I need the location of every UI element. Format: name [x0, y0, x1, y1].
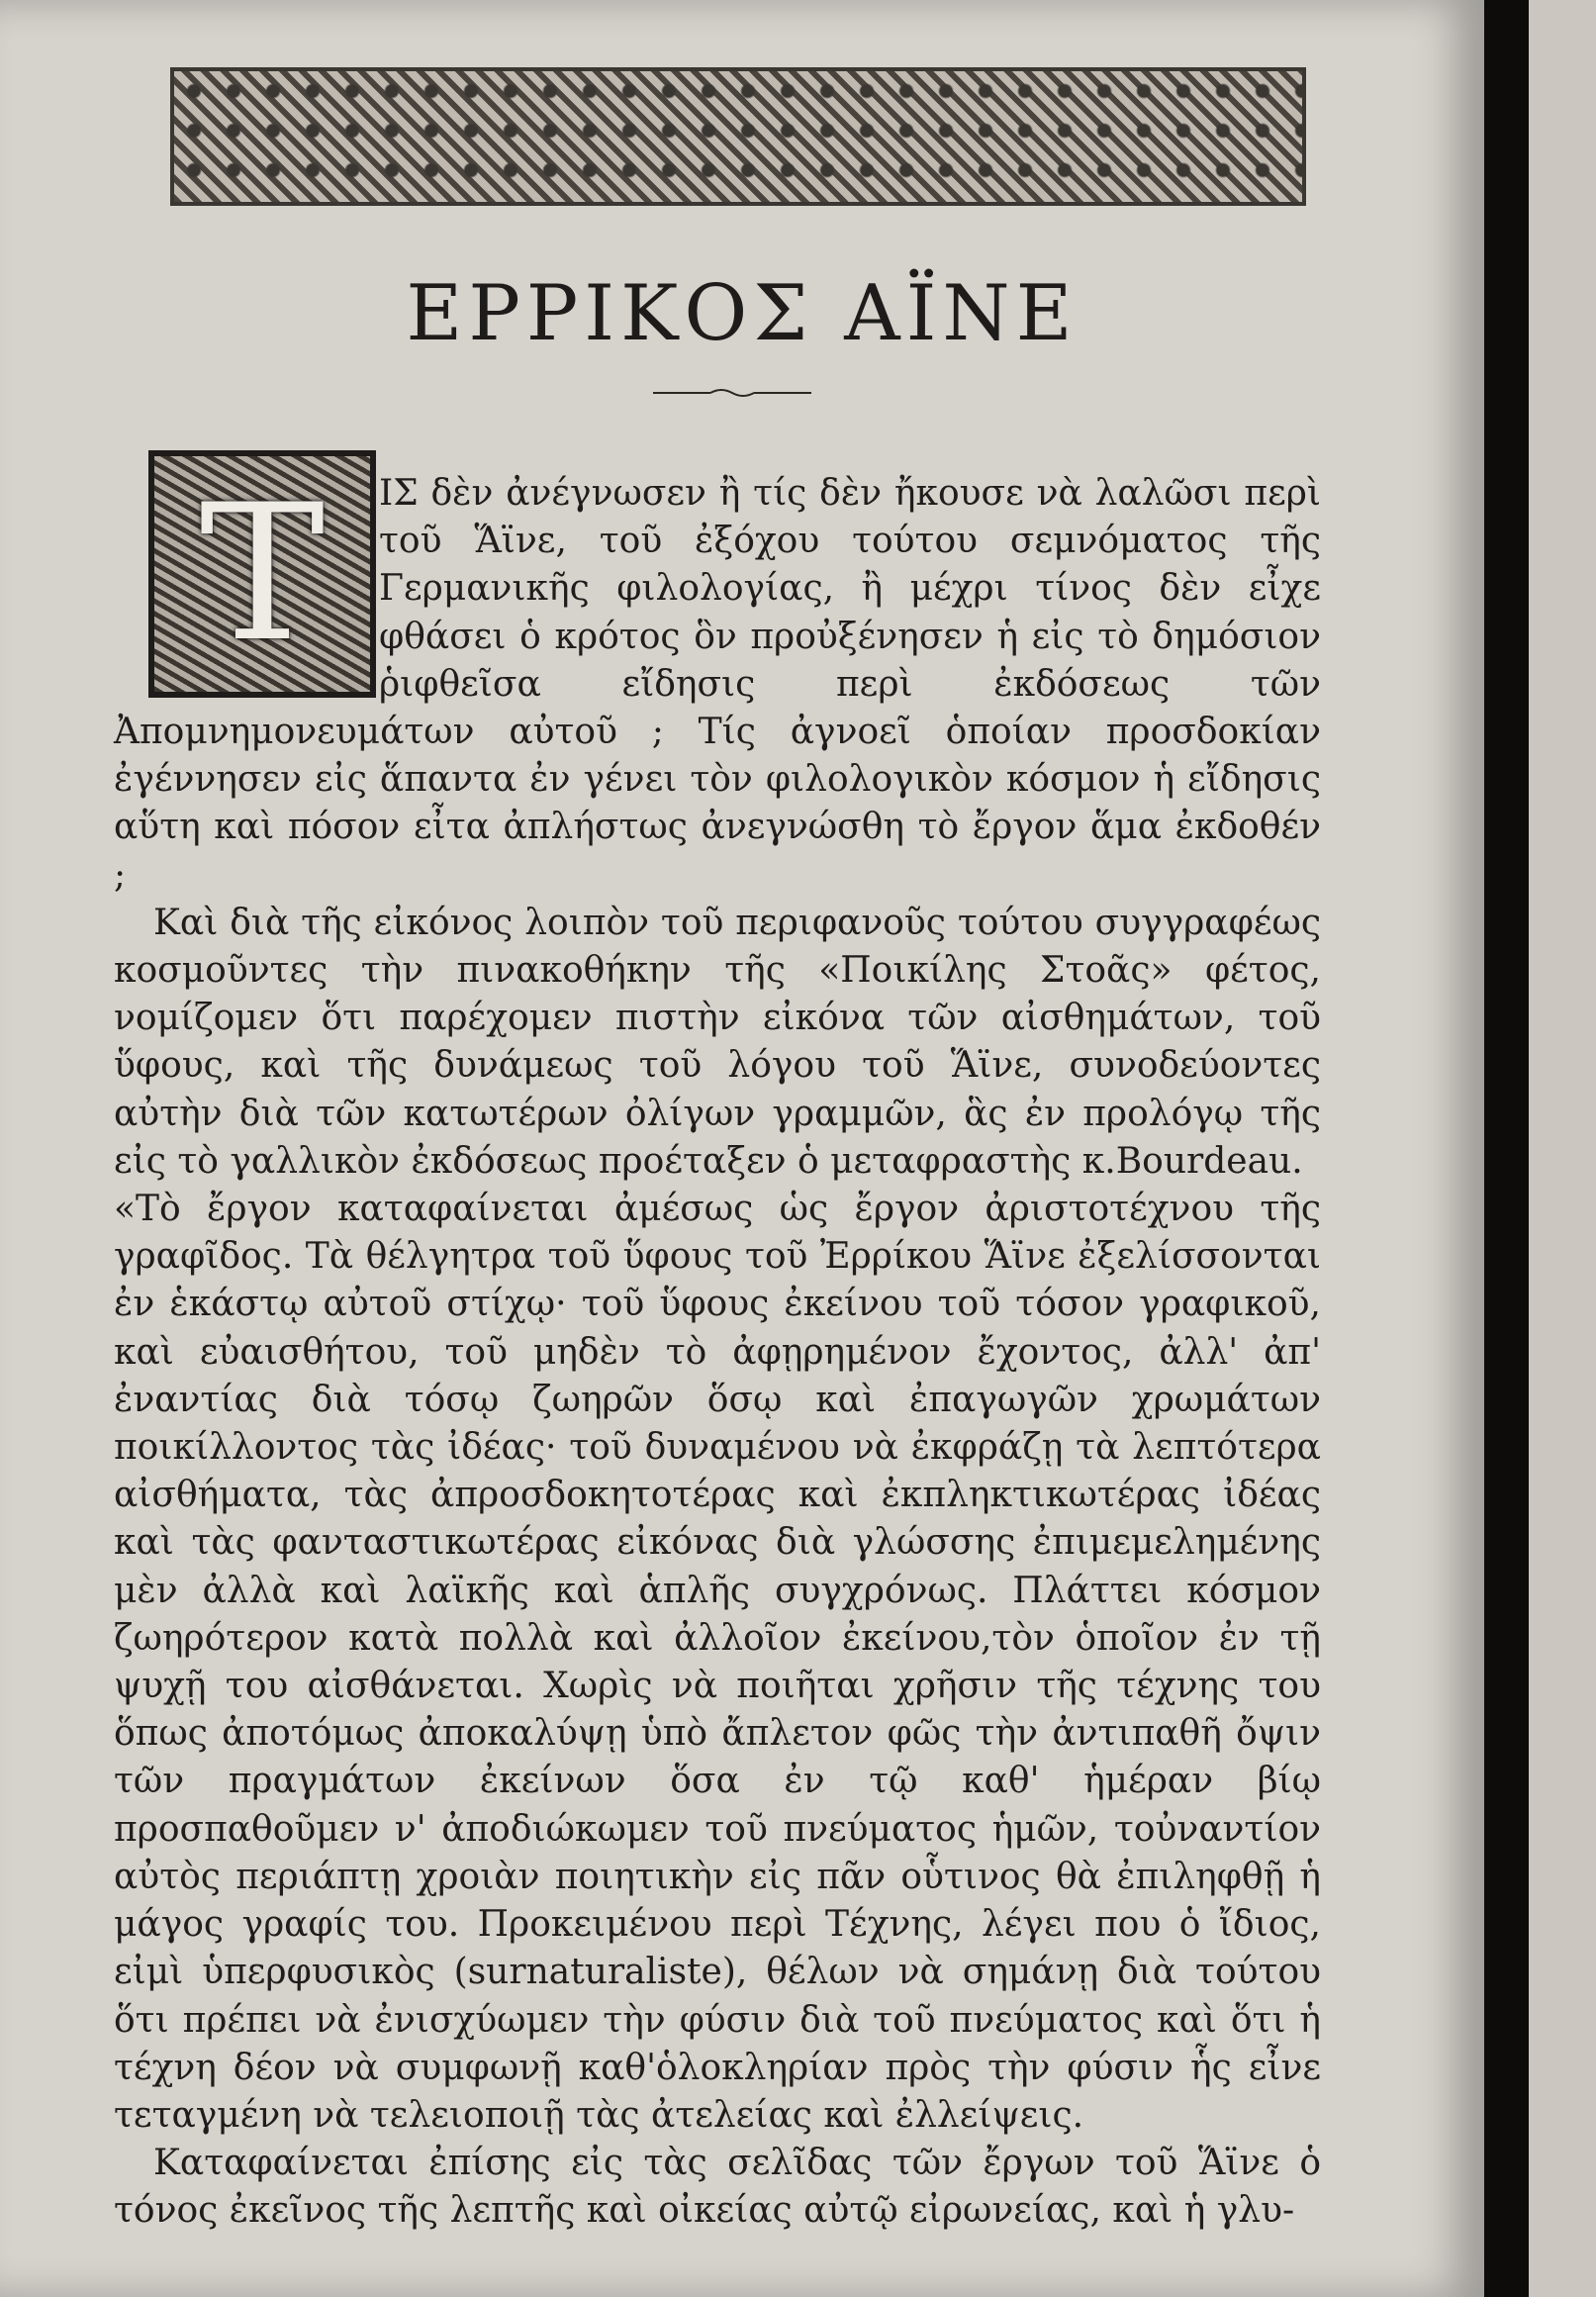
paragraph: ΙΣ δὲν ἀνέγνωσεν ἢ τίς δὲν ἤκουσε νὰ λαλῶσι περὶ τοῦ Ἅϊνε, τοῦ ἐξόχου τούτου σεμνόματος τῆς Γερμανικῆς φιλολογίας, ἢ μέχρι τίνος δὲν εἶχε φθάσει ὁ κρότος ὃν προὐξένησεν ἡ εἰς τὸ δημόσιον ῥιφθεῖσα εἴδησις περὶ ἐκδόσεως τῶν Ἀπομνημονευμάτων αὐτοῦ ; Τίς ἀγνοεῖ ὁποίαν προσδοκίαν ἐγέννησεν εἰς ἅπαντα ἐν γένει τὸν φιλολογικὸν κόσμον ἡ εἴδησις αὕτη καὶ πόσον εἶτα ἀπλήστως ἀνεγνώσθη τὸ ἔργον ἅμα ἐκδοθέν ; — [114, 473, 1321, 896]
page-title: ΕΡΡΙΚΟΣ ΑΪΝΕ — [406, 269, 1079, 358]
ornamental-header-band — [170, 67, 1306, 206]
paragraph: Καὶ διὰ τῆς εἰκόνος λοιπὸν τοῦ περιφανοῦς τούτου συγγραφέως κοσμοῦντες τὴν πινακοθήκην τῆς «Ποικίλης Στοᾶς» φέτος, νομίζομεν ὅτι παρέχομεν πιστὴν εἰκόνα τῶν αἰσθημάτων, τοῦ ὕφους, καὶ τῆς δυνάμεως τοῦ λόγου τοῦ Ἅϊνε, συνοδεύοντες αὐτὴν διὰ τῶν κατωτέρων ὀλίγων γραμμῶν, ἃς ἐν προλόγῳ τῆς εἰς τὸ γαλλικὸν ἐκδόσεως προέταξεν ὁ μεταφραστὴς κ.Bourdeau. — [114, 902, 1321, 1182]
drop-cap-letter: Τ — [199, 464, 326, 683]
paragraph: Καταφαίνεται ἐπίσης εἰς τὰς σελῖδας τῶν ἔργων τοῦ Ἅϊνε ὁ τόνος ἐκεῖνος τῆς λεπτῆς καὶ οἰκείας αὐτῷ εἰρωνείας, καὶ ἡ γλυ- — [114, 2143, 1321, 2232]
paragraph: «Τὸ ἔργον καταφαίνεται ἀμέσως ὡς ἔργον ἀριστοτέχνου τῆς γραφῖδος. Τὰ θέλγητρα τοῦ ὕφους τοῦ Ἐρρίκου Ἅϊνε ἐξελίσσονται ἐν ἑκάστῳ αὐτοῦ στίχῳ· τοῦ ὕφους ἐκείνου τοῦ τόσον γραφικοῦ, καὶ εὐαισθήτου, τοῦ μηδὲν τὸ ἀφῃρημένον ἔχοντος, ἀλλ' ἀπ' ἐναντίας διὰ τόσῳ ζωηρῶν ὅσῳ καὶ ἐπαγωγῶν χρωμάτων ποικίλλοντος τὰς ἰδέας· τοῦ δυναμένου νὰ ἐκφράζῃ τὰ λεπτότερα αἰσθήματα, τὰς ἀπροσδοκητοτέρας καὶ ἐκπληκτικωτέρας ἰδέας καὶ τὰς φανταστικωτέρας εἰκόνας διὰ γλώσσης ἐπιμεμελημένης μὲν ἀλλὰ καὶ λαϊκῆς καὶ ἁπλῆς συγχρόνως. Πλάττει κόσμον ζωηρότερον κατὰ πολλὰ καὶ ἀλλοῖον ἐκείνου,τὸν ὁποῖον ἐν τῇ ψυχῇ του αἰσθάνεται. Χωρὶς νὰ ποιῆται χρῆσιν τῆς τέχνης του ὅπως ἀποτόμως ἀποκαλύψῃ ὑπὸ ἄπλετον φῶς τὴν ἀντιπαθῆ ὄψιν τῶν πραγμάτων ἐκείνων ὅσα ἐν τῷ καθ' ἡμέραν βίῳ προσπαθοῦμεν ν' ἀποδιώκωμεν τοῦ πνεύματος ἡμῶν, τοὐναντίον αὐτὸς περιάπτῃ χροιὰν ποιητικὴν εἰς πᾶν οὗτινος θὰ ἐπιληφθῇ ἡ μάγος γραφίς του. Προκειμένου περὶ Τέχνης, λέγει που ὁ ἴδιος, εἰμὶ ὑπερφυσικὸς (surnaturaliste), θέλων νὰ σημάνῃ διὰ τούτου ὅτι πρέπει νὰ ἐνισχύωμεν τὴν φύσιν διὰ τοῦ πνεύματος καὶ ὅτι ἡ τέχνη δέον νὰ συμφωνῇ καθ'ὁλοκληρίαν πρὸς τὴν φύσιν ἧς εἶνε τεταγμένη νὰ τελειοποιῇ τὰς ἀτελείας καὶ ἐλλείψεις. — [114, 1189, 1321, 2136]
body-text — [114, 470, 1321, 2236]
book-spine — [1484, 0, 1529, 2297]
title-flourish-icon — [653, 388, 811, 398]
facing-page-edge — [1529, 0, 1596, 2297]
